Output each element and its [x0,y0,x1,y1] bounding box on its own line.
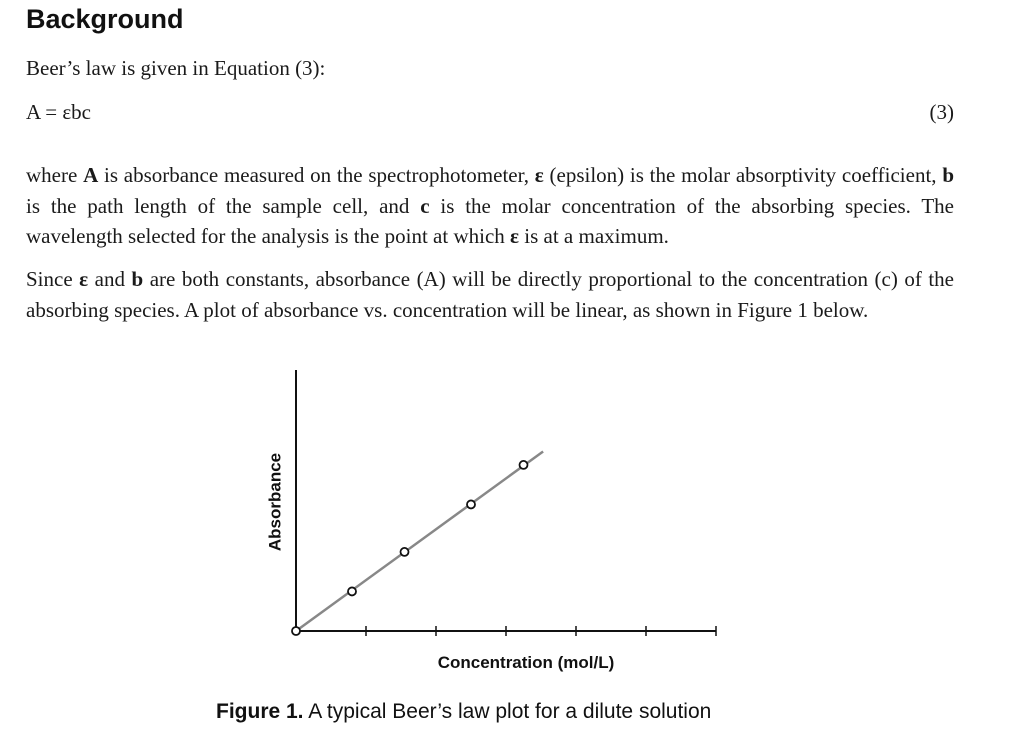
text-run: is the path length of the sample cell, and [26,193,421,218]
text-run: is absorbance measured on the spectrophotometer, [98,163,535,187]
text-run: and [88,267,132,291]
bold-symbol-A: A [83,163,99,187]
text-run: is the molar concentration of the absorbing species. The wavelength selected for the analysis is the point at which [26,193,954,248]
x-axis-ticks [366,626,716,636]
figure-caption-label: Figure 1. [216,700,304,723]
bold-symbol-epsilon: ε [79,267,89,291]
bold-symbol-epsilon: ε [510,224,520,248]
bold-symbol-b: b [131,267,144,291]
text-run: are both constants, absorbance (A) will be directly proportional to the concentration (c) of the absorbing species. A plot of absorbance vs. concentration will be linear, as shown in Figure 1 below. [26,267,954,322]
data-point [467,500,475,508]
section-heading: Background [26,4,184,34]
x-axis-label: Concentration (mol/L) [437,653,615,672]
equation-formula: A = εbc [26,100,91,124]
text-run: where [26,163,84,187]
bold-symbol-c: c [420,193,430,218]
bold-symbol-b: b [942,163,954,187]
data-point [292,627,300,635]
data-point [348,587,356,595]
paragraph-proportionality [26,264,954,325]
data-points [292,461,528,635]
data-point [520,461,528,469]
fit-line [296,451,543,631]
equation-number: (3) [929,100,954,124]
text-run: Since [26,267,80,291]
y-axis-label: Absorbance [265,452,285,552]
intro-sentence: Beer’s law is given in Equation (3): [26,56,326,80]
text-run: (epsilon) is the molar absorptivity coefficient, [543,163,943,187]
figure-caption-text: A typical Beer’s law plot for a dilute solution [308,700,712,723]
figure-caption [216,700,711,724]
text-run: is at a maximum. [519,224,669,248]
paragraph-definitions [26,160,954,252]
data-point [401,548,409,556]
bold-symbol-epsilon: ε [534,163,544,187]
